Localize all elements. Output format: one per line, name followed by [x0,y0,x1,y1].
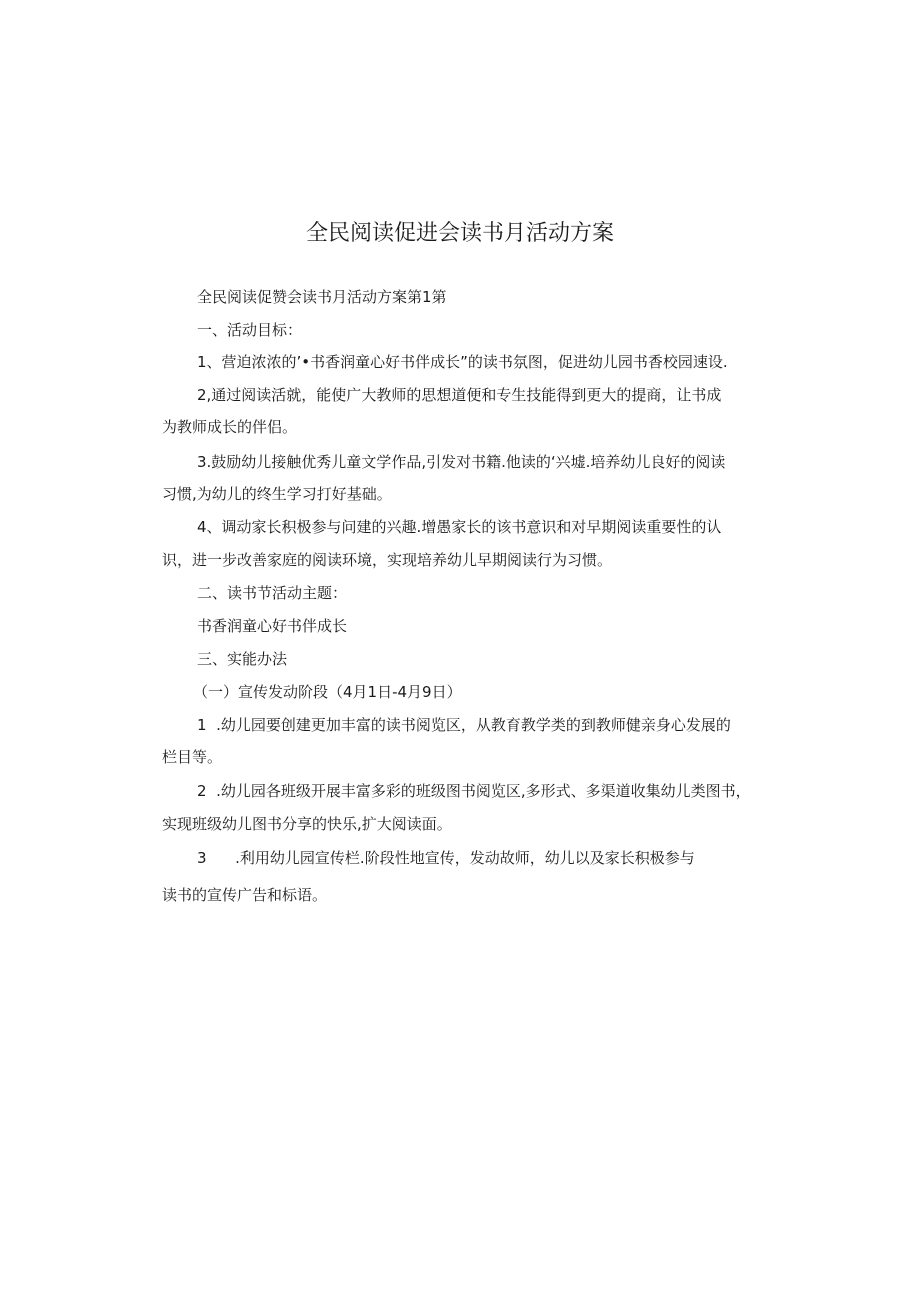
section-heading-theme: 二、读书节活动主题： [197,584,348,602]
paragraph-line: 1、营迫浓浓的’•书香润童心好书伴成长”的读书氛图，促进幼儿园书香校园速设. [197,353,728,371]
paragraph-line: 3 .利用幼儿园宣传栏.阶段性地宣传，发动故师，幼儿以及家长积极参与 [197,849,695,867]
document-title: 全民阅读促进会读书月活动方案 [305,221,614,246]
paragraph-line: 栏目等。 [162,748,223,766]
paragraph-line: 读书的宣传广告和标语。 [162,886,328,904]
paragraph-line: 习惯,为幼儿的终生学习打好基础。 [162,485,392,503]
phase-heading: （一）宣传发动阶段（4月1日-4月9日） [193,683,462,701]
paragraph-line: 2,通过阅读活就，能使广大教师的思想道便和专生技能得到更大的提商，让书成 [197,386,722,404]
paragraph-line: 4、调动家长积极参与问建的兴趣.增愚家长的该书意识和对早期阅读重要性的认 [197,518,722,536]
paragraph-line: 为教师成长的伴侣。 [162,418,298,436]
paragraph-line: 识，进一步改善家庭的阅读环境，实现培养幼儿早期阅读行为习惯。 [162,551,613,569]
theme-text: 书香润童心好书伴成长 [197,617,348,635]
section-heading-methods: 三、实能办法 [197,650,288,668]
paragraph-line: 1 .幼儿园要创建更加丰富的读书阅览区，从教育教学类的到教师健亲身心发展的 [197,716,731,734]
paragraph-line: 实现班级幼儿图书分享的快乐,扩大阅读面。 [162,815,452,833]
subtitle-line: 全民阅读促赞会读书月活动方案第1第 [197,288,447,306]
paragraph-line: 3.鼓励幼儿接触优秀儿童文学作品,引发对书籍.他读的‘兴墟.培养幼儿良好的阅读 [197,453,726,471]
paragraph-line: 2 .幼儿园各班级开展丰富多彩的班级图书阅览区,多形式、多渠道收集幼儿类图书， [197,782,751,800]
section-heading-goals: 一、活动目标： [197,321,303,339]
